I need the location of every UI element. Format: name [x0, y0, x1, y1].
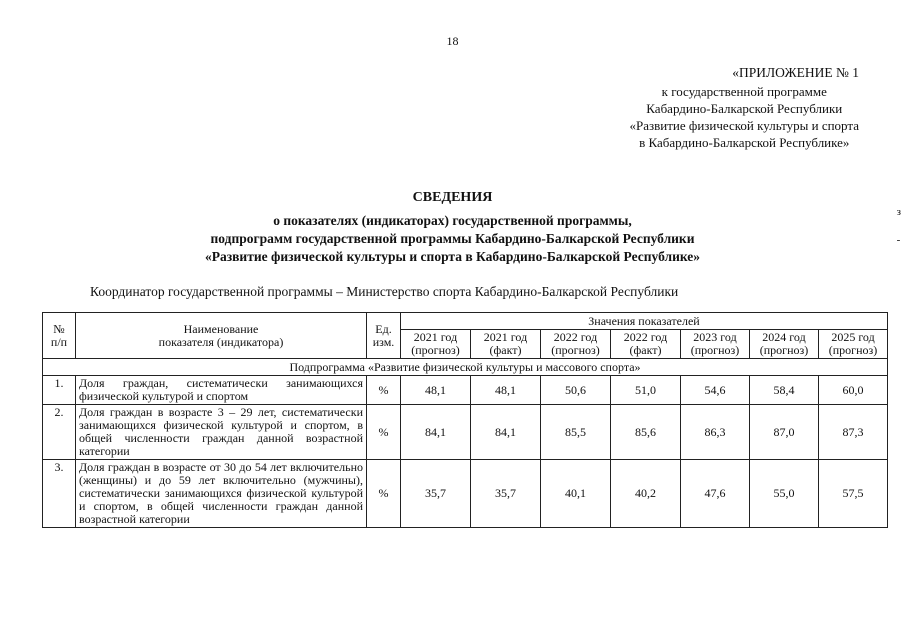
row-number: 2. — [43, 405, 76, 460]
header-unit: Ед. изм. — [367, 313, 401, 359]
header-name: Наименование показателя (индикатора) — [76, 313, 367, 359]
appendix-block — [630, 64, 859, 151]
subtitle-line: «Развитие физической культуры и спорта в Кабардино-Балкарской Республике» — [204, 249, 701, 264]
indicator-name: Доля граждан, систематически занимающихся физической культурой и спортом — [76, 376, 367, 405]
header-year: 2021 год (прогноз) — [401, 330, 471, 359]
unit-cell: % — [367, 460, 401, 528]
subprogram-row — [43, 359, 888, 376]
value-cell: 51,0 — [611, 376, 681, 405]
appendix-line: в Кабардино-Балкарской Республике» — [639, 135, 850, 150]
subprogram-title: Подпрограмма «Развитие физической культуры и массового спорта» — [43, 359, 888, 376]
unit-cell: % — [367, 376, 401, 405]
document-title: СВЕДЕНИЯ — [412, 190, 493, 205]
indicator-name: Доля граждан в возрасте 3 – 29 лет, систематически занимающихся физической культурой и спортом, в общей численности граждан данной возрастной категории — [76, 405, 367, 460]
appendix-title: «ПРИЛОЖЕНИЕ № 1 — [732, 65, 859, 80]
table-row — [43, 460, 888, 528]
coordinator-line: Координатор государственной программы – Министерство спорта Кабардино-Балкарской Республики — [90, 284, 679, 299]
row-number: 3. — [43, 460, 76, 528]
indicators-table — [42, 312, 888, 528]
header-year: 2024 год (прогноз) — [750, 330, 819, 359]
document-subtitle — [0, 212, 905, 266]
page-number: 18 — [446, 34, 459, 48]
value-cell: 84,1 — [401, 405, 471, 460]
header-year: 2022 год (факт) — [611, 330, 681, 359]
table-row — [43, 405, 888, 460]
value-cell: 35,7 — [471, 460, 541, 528]
subtitle-line: о показателях (индикаторах) государственной программы, — [273, 213, 632, 228]
header-num: № п/п — [43, 313, 76, 359]
appendix-line: Кабардино-Балкарской Республики — [646, 101, 843, 116]
value-cell: 60,0 — [819, 376, 888, 405]
appendix-line: «Развитие физической культуры и спорта — [629, 118, 859, 133]
value-cell: 55,0 — [750, 460, 819, 528]
value-cell: 58,4 — [750, 376, 819, 405]
unit-cell: % — [367, 405, 401, 460]
header-year: 2021 год (факт) — [471, 330, 541, 359]
table-row — [43, 376, 888, 405]
header-values: Значения показателей — [401, 313, 888, 330]
row-number: 1. — [43, 376, 76, 405]
margin-marks — [897, 198, 901, 254]
value-cell: 87,0 — [750, 405, 819, 460]
value-cell: 47,6 — [681, 460, 750, 528]
value-cell: 57,5 — [819, 460, 888, 528]
value-cell: 87,3 — [819, 405, 888, 460]
margin-mark: - — [896, 234, 901, 246]
header-year: 2022 год (прогноз) — [541, 330, 611, 359]
value-cell: 50,6 — [541, 376, 611, 405]
header-year: 2025 год (прогноз) — [819, 330, 888, 359]
value-cell: 48,1 — [471, 376, 541, 405]
value-cell: 54,6 — [681, 376, 750, 405]
margin-mark: з — [896, 206, 901, 218]
value-cell: 84,1 — [471, 405, 541, 460]
value-cell: 86,3 — [681, 405, 750, 460]
value-cell: 40,2 — [611, 460, 681, 528]
appendix-line: к государственной программе — [661, 84, 827, 99]
subtitle-line: подпрограмм государственной программы Кабардино-Балкарской Республики — [210, 231, 695, 246]
value-cell: 85,5 — [541, 405, 611, 460]
indicator-name: Доля граждан в возрасте от 30 до 54 лет включительно (женщины) и до 59 лет включительно (мужчины), систематически занимающихся физической культурой и спортом, в общей численности граждан данной возрастной категории — [76, 460, 367, 528]
value-cell: 35,7 — [401, 460, 471, 528]
header-year: 2023 год (прогноз) — [681, 330, 750, 359]
value-cell: 40,1 — [541, 460, 611, 528]
value-cell: 85,6 — [611, 405, 681, 460]
value-cell: 48,1 — [401, 376, 471, 405]
